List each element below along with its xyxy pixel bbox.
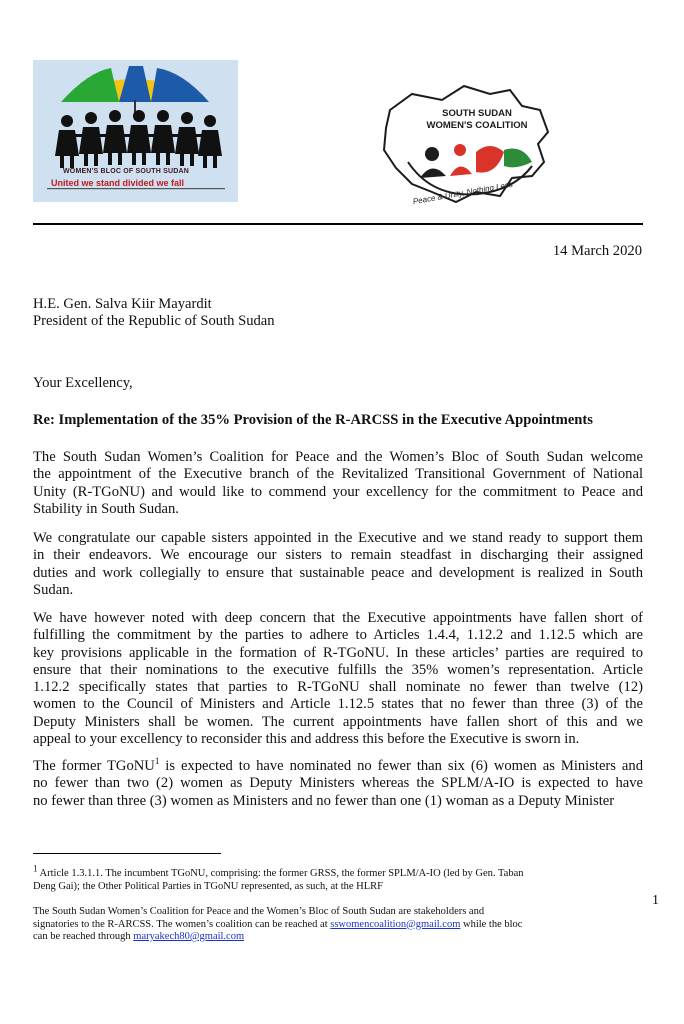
paragraph-line: appeal to your excellency to reconsider this and address this before the Executive is sworn in. [33, 731, 580, 748]
paragraph-line: in their endeavors. We encourage our sisters to remain steadfast in discharging their assigned [33, 547, 643, 564]
paragraph-line: Sudan. [33, 581, 74, 598]
paragraph-line: women to the Council of Ministers and Article 1.12.5 states that no fewer than three (3) of the [33, 696, 643, 713]
footnote-text: Deng Gai); the Other Political Parties in TGoNU represented, as such, at the HLRF [33, 880, 384, 892]
paragraph-line: We congratulate our capable sisters appointed in the Executive and we stand ready to support them [33, 530, 643, 546]
womens-bloc-name: WOMEN'S BLOC OF SOUTH SUDAN [63, 168, 190, 175]
paragraph-line: the appointment of the Executive branch of the Revitalized Transitional Government of National [33, 466, 643, 483]
footer-note [33, 906, 653, 944]
paragraph-3 [33, 610, 643, 748]
header-divider [33, 223, 643, 225]
paragraph-text: The former TGoNU [33, 758, 155, 774]
coalition-title-line1: SOUTH SUDAN [442, 108, 512, 119]
paragraph-2 [33, 530, 643, 599]
paragraph-line: Unity (R-TGoNU) and would like to commend your excellency for the commitment to Peace and [33, 483, 643, 500]
paragraph-4 [33, 758, 643, 810]
paragraph-line: ensure that their nominations to the executive fulfills the 35% women’s representation. Article [33, 661, 643, 678]
coalition-title-line2: WOMEN'S COALITION [426, 120, 528, 131]
letter-subject: Re: Implementation of the 35% Provision of the R-ARCSS in the Executive Appointments [33, 412, 593, 428]
paragraph-line [33, 758, 643, 775]
paragraph-line: no fewer than three (3) women as Ministers and no fewer than one (1) woman as a Deputy Minister [33, 792, 615, 809]
paragraph-line: fulfilling the commitment by the parties to adhere to Articles 1.4.4, 1.12.2 and 1.12.5 which are [33, 627, 643, 644]
recipient-title: President of the Republic of South Sudan [33, 313, 275, 329]
footnote-text: Article 1.3.1.1. The incumbent TGoNU, comprising: the former GRSS, the former SPLM/A-IO (led by Gen. Taban [37, 868, 524, 879]
womens-coalition-logo [372, 80, 562, 210]
paragraph-line: Stability in South Sudan. [33, 500, 179, 517]
paragraph-line: key provisions applicable in the formation of R-TGoNU. In these articles’ parties are required to [33, 644, 643, 661]
paragraph-line: We have however noted with deep concern that the Executive appointments have fallen short of [33, 610, 643, 626]
recipient-name: H.E. Gen. Salva Kiir Mayardit [33, 296, 212, 312]
womens-bloc-motto: United we stand divided we fall [51, 178, 185, 188]
paragraph-line: Deputy Ministers shall be women. The current appointments have fallen short of this and we [33, 713, 643, 730]
footer-text: The South Sudan Women’s Coalition for Peace and the Women’s Bloc of South Sudan are stakeholders and [33, 906, 485, 917]
salutation: Your Excellency, [33, 375, 133, 391]
womens-bloc-logo [33, 60, 238, 202]
coalition-email-link[interactable]: sswomencoalition@gmail.com [330, 918, 461, 930]
paragraph-text: is expected to have nominated no fewer than six (6) women as Ministers and [159, 758, 643, 774]
coalition-slogan: Peace & Unity, Nothing Less [412, 179, 514, 207]
paragraph-line: duties and work collegially to ensure that sustainable peace and development is realized in South [33, 564, 643, 581]
paragraph-line: The South Sudan Women’s Coalition for Peace and the Women’s Bloc of South Sudan welcome [33, 449, 643, 465]
footer-text: signatories to the R-ARCSS. The women’s coalition can be reached at [33, 918, 331, 930]
footer-text: while the bloc [460, 918, 523, 930]
paragraph-line: 1.12.2 specifically states that parties to R-TGoNU shall nominate no fewer than twelve (12) [33, 679, 643, 696]
footnote-reference: 1 [154, 756, 160, 767]
footer-text: can be reached through [33, 931, 134, 942]
page-number: 1 [652, 893, 659, 908]
footnote-marker: 1 [33, 863, 38, 874]
letter-date: 14 March 2020 [552, 243, 642, 259]
paragraph-1 [33, 449, 643, 518]
footnote [33, 863, 653, 893]
bloc-email-link[interactable]: maryakech80@gmail.com [133, 931, 245, 942]
footnote-divider [33, 853, 221, 854]
paragraph-line: no fewer than two (2) women as Deputy Ministers whereas the SPLM/A-IO is expected to have [33, 775, 643, 792]
